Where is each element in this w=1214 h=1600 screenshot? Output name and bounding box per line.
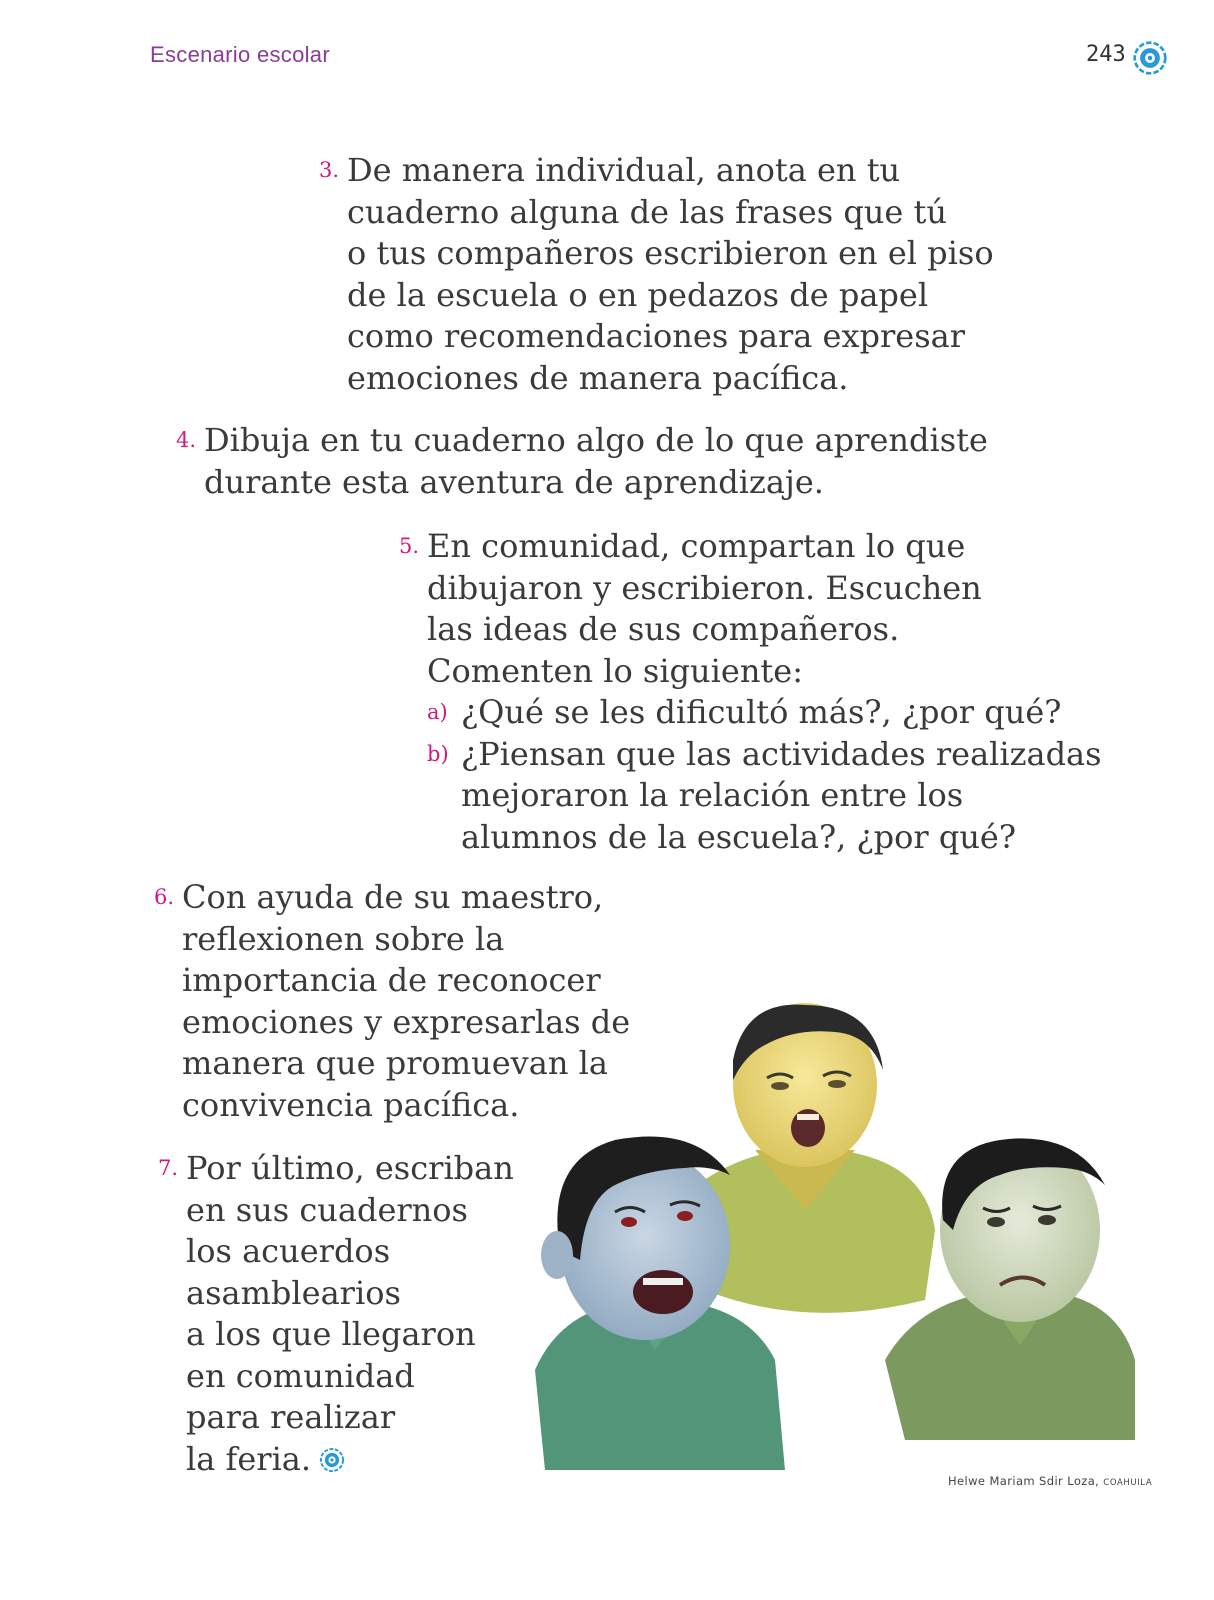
item-number: 3. [318, 158, 339, 182]
item-text-line: durante esta aventura de aprendizaje. [204, 462, 824, 501]
item-text-line: como recomendaciones para expresar [347, 317, 966, 355]
item-number: 7. [157, 1156, 178, 1180]
page-number: 243 [1086, 42, 1126, 67]
sub-question-text-line: ¿Piensan que las actividades realizadas [461, 734, 1102, 773]
item-text-line: reflexionen sobre la [182, 919, 505, 958]
item-text-line: En comunidad, compartan lo que [427, 527, 966, 565]
item-text-line: asamblearios [186, 1273, 401, 1312]
item-text-line: en sus cuadernos [186, 1190, 468, 1229]
flower-emblem-icon [1132, 40, 1168, 76]
item-text-last: la feria. [186, 1439, 312, 1478]
sub-question-letter: a) [427, 700, 448, 724]
item-text-line: Comenten lo siguiente: [427, 651, 803, 690]
item-text-line: para realizar [186, 1398, 396, 1436]
activity-item-5 [398, 526, 1102, 858]
flower-emblem-icon [319, 1447, 345, 1473]
activity-item-4 [175, 420, 988, 503]
item-number: 4. [175, 428, 196, 452]
item-text-line: Con ayuda de su maestro, [182, 878, 604, 916]
sub-question-text-line: mejoraron la relación entre los [461, 776, 964, 814]
item-number: 6. [153, 885, 174, 909]
item-text-line: a los que llegaron [186, 1315, 476, 1353]
credit-name: Helwe Mariam Sdir Loza, [948, 1474, 1100, 1488]
item-text-line: los acuerdos [186, 1232, 391, 1270]
item-text-line: convivencia pacífica. [182, 1085, 520, 1124]
sub-question-letter: b) [427, 741, 449, 766]
item-text-line: cuaderno alguna de las frases que tú [347, 192, 947, 231]
item-text-line: en comunidad [186, 1356, 415, 1395]
item-text-line: las ideas de sus compañeros. [427, 610, 900, 648]
item-text-line: emociones de manera pacífica. [347, 358, 849, 397]
item-text-line: De manera individual, anota en tu [347, 151, 901, 189]
activity-item-3 [318, 150, 994, 399]
item-text-line: de la escuela o en pedazos de papel [347, 275, 929, 314]
sub-question-b [427, 734, 1102, 859]
sub-question-text-line: ¿Qué se les dificultó más?, ¿por qué? [461, 693, 1062, 731]
item-text-line: dibujaron y escribieron. Escuchen [427, 568, 982, 607]
sub-question-a [427, 692, 1102, 734]
three-boys-illustration [505, 1000, 1145, 1470]
item-number: 5. [398, 534, 419, 558]
illustration-credit [948, 1474, 1152, 1488]
item-text-line: Por último, escriban [186, 1149, 514, 1187]
item-text-line: importancia de reconocer [182, 961, 601, 999]
credit-state: COAHUILA [1103, 1478, 1153, 1488]
activity-item-7 [157, 1148, 514, 1480]
item-text-line [186, 1439, 514, 1481]
item-text-line: manera que promuevan la [182, 1044, 608, 1082]
item-text-line: o tus compañeros escribieron en el piso [347, 234, 994, 272]
section-title: Escenario escolar [150, 42, 330, 67]
item-text-line: emociones y expresarlas de [182, 1002, 631, 1041]
item-text-line: Dibuja en tu cuaderno algo de lo que aprendiste [204, 421, 988, 459]
sub-question-text-line: alumnos de la escuela?, ¿por qué? [461, 817, 1017, 856]
